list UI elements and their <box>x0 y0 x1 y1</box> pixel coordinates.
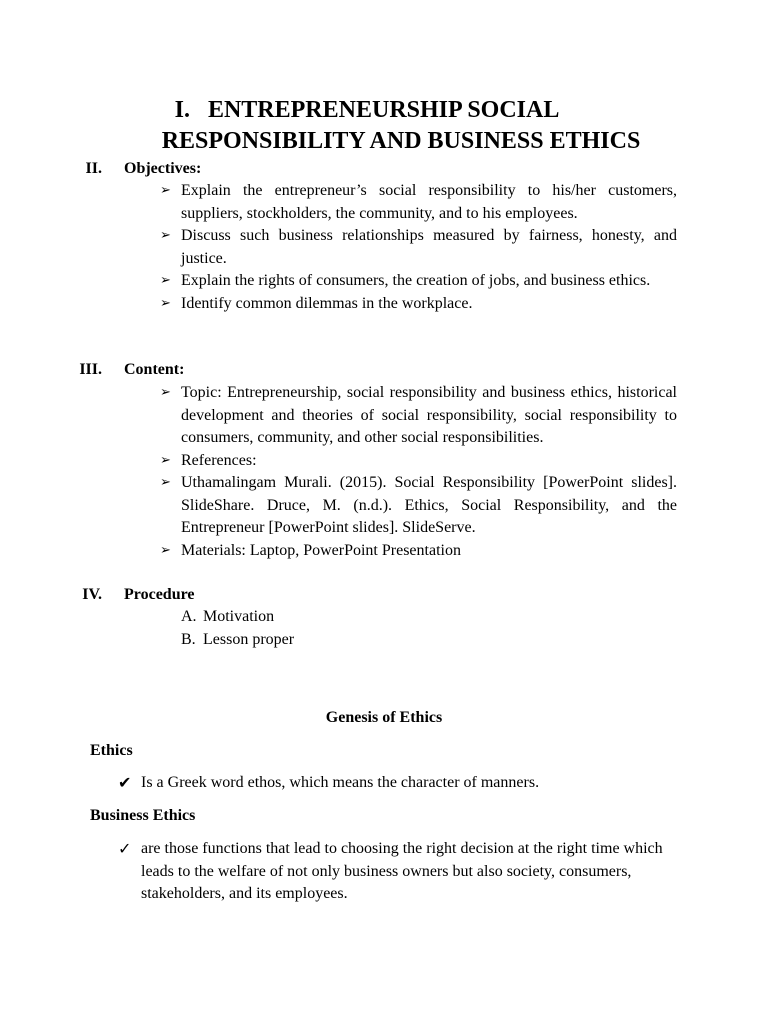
arrow-bullet-icon: ➢ <box>160 475 171 490</box>
arrow-bullet-icon: ➢ <box>160 295 171 311</box>
list-item: ➢ Topic: Entrepreneurship, social responsibility and business ethics, historical development and theories of social responsibility, social responsibility to consumers, community, and other social responsibilities. <box>160 384 677 446</box>
arrow-bullet-icon: ➢ <box>160 385 171 400</box>
list-item: ➢ Explain the rights of consumers, the creation of jobs, and business ethics. <box>160 270 677 293</box>
section-label: Content: <box>124 361 185 378</box>
document-title <box>0 95 768 157</box>
list-item: ➢ Discuss such business relationships measured by fairness, honesty, and justice. <box>160 227 677 267</box>
arrow-bullet-icon: ➢ <box>160 273 171 288</box>
genesis-heading: Genesis of Ethics <box>325 709 443 726</box>
arrow-bullet-icon: ➢ <box>160 228 171 243</box>
arrow-bullet-icon: ➢ <box>160 452 171 468</box>
content-list <box>160 382 677 562</box>
arrow-bullet-icon: ➢ <box>160 183 171 198</box>
title-line-1: ENTREPRENEURSHIP SOCIAL <box>207 97 560 123</box>
section-label: Procedure <box>124 586 195 603</box>
title-line-2: RESPONSIBILITY AND BUSINESS ETHICS <box>161 128 641 154</box>
section-label: Objectives: <box>124 160 202 177</box>
list-item: ➢ Uthamalingam Murali. (2015). Social Responsibility [PowerPoint slides]. SlideShare. Druce, M. (n.d.). Ethics, Social Responsibility, and the Entrepreneur [PowerPoint slides]. SlideServe. <box>160 474 677 536</box>
title-numeral: I. <box>174 97 190 123</box>
business-ethics-definition: ✓ are those functions that lead to choosing the right decision at the right time which leads to the welfare of not only business owners but also society, consumers, stakeholders, and its employees. <box>118 839 663 902</box>
procedure-list <box>181 606 294 651</box>
check-icon: ✓ <box>118 839 132 858</box>
section-number: II. <box>85 160 102 177</box>
arrow-bullet-icon: ➢ <box>160 542 171 558</box>
ethics-label: Ethics <box>90 742 133 759</box>
list-item: B. Lesson proper <box>181 630 295 648</box>
list-item: ➢ Materials: Laptop, PowerPoint Presentation <box>160 540 677 563</box>
check-icon: ✔ <box>118 773 132 792</box>
business-ethics-label: Business Ethics <box>90 807 196 824</box>
list-item: ➢ Explain the entrepreneur’s social responsibility to his/her customers, suppliers, stockholders, the community, and to his employees. <box>160 182 677 222</box>
list-item: ➢ Identify common dilemmas in the workplace. <box>160 293 677 316</box>
list-item: A. Motivation <box>181 608 275 625</box>
section-number: III. <box>79 361 102 378</box>
ethics-definition: ✔ Is a Greek word ethos, which means the character of manners. <box>118 772 678 795</box>
section-number: IV. <box>82 586 102 603</box>
list-item: ➢ References: <box>160 450 677 473</box>
objectives-list <box>160 180 677 315</box>
